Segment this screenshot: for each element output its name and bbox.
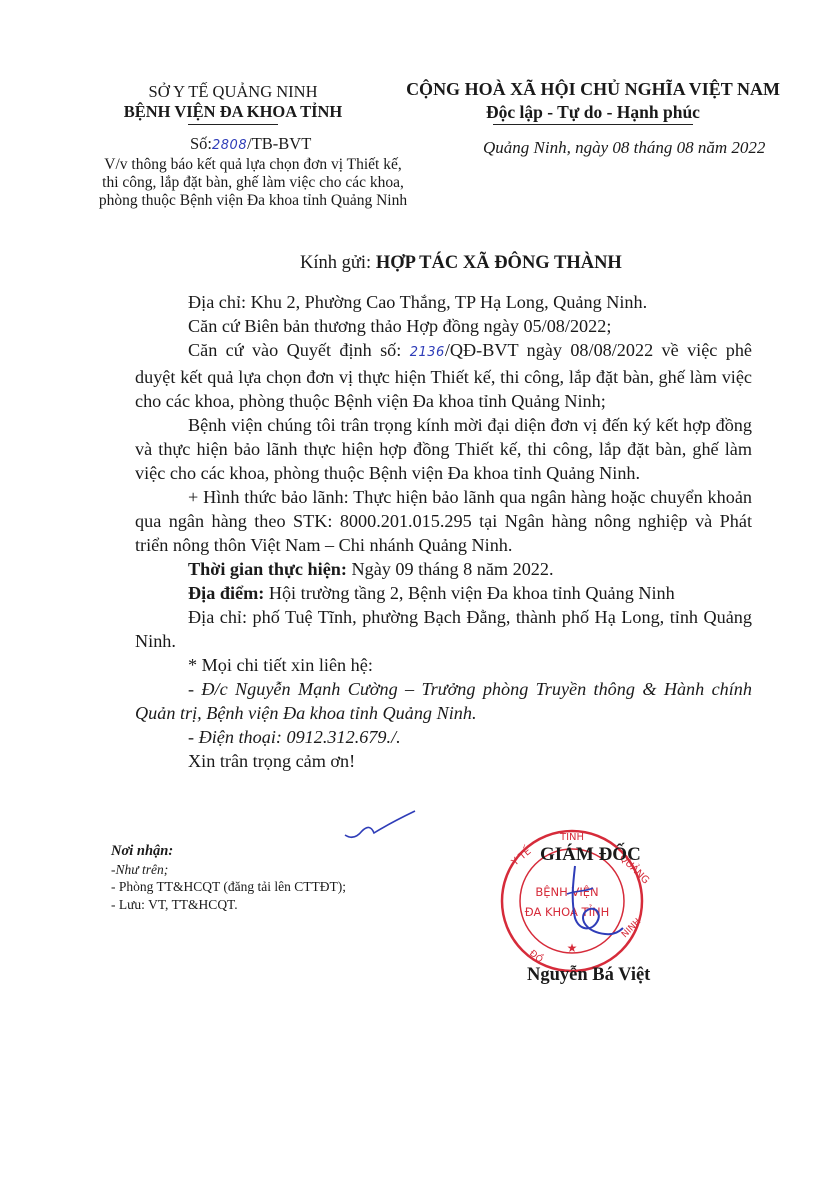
venue-address: Địa chỉ: phố Tuệ Tĩnh, phường Bạch Đằng, thành phố Hạ Long, tỉnh Quảng Ninh. (135, 607, 752, 651)
recipient-item: - Phòng TT&HCQT (đăng tải lên CTTĐT); (111, 879, 346, 894)
basis-2-prefix: Căn cứ vào Quyết định số: (188, 340, 402, 360)
recipient-name: HỢP TÁC XÃ ĐÔNG THÀNH (375, 253, 622, 273)
svg-text:NINH: NINH (620, 916, 644, 941)
basis-1: Căn cứ Biên bản thương thảo Hợp đồng ngày 05/08/2022; (188, 316, 612, 336)
recipient-item: - Lưu: VT, TT&HCQT. (111, 896, 238, 912)
recipient-item: -Như trên; (111, 861, 169, 877)
doc-no-suffix: /TB-BVT (247, 134, 312, 153)
motto-underline (493, 124, 693, 125)
svg-text:Y TẾ: Y TẾ (509, 845, 534, 869)
letter-body (135, 290, 752, 773)
venue-value: Hội trường tầng 2, Bệnh viện Đa khoa tỉnh Quảng Ninh (264, 583, 675, 603)
svg-text:QUẢNG: QUẢNG (616, 852, 652, 887)
svg-text:★: ★ (566, 941, 578, 955)
venue-label: Địa điểm: (188, 583, 265, 603)
agency-underline (188, 124, 278, 125)
hospital-name: BỆNH VIỆN ĐA KHOA TỈNH (123, 102, 343, 121)
national-header (393, 78, 793, 125)
doc-no-handwritten: 2808 (212, 138, 248, 153)
invitation-paragraph: Bệnh viện chúng tôi trân trọng kính mời đại diện đơn vị đến ký kết hợp đồng và thực hiện bảo lãnh thực hiện hợp đồng Thiết kế, thi công, lắp đặt bàn, ghế làm việc cho các khoa, phòng thuộc Bệnh viện Đa khoa tỉnh Quảng Ninh. (135, 415, 752, 483)
thanks-line: Xin trân trọng cảm ơn! (188, 751, 356, 771)
national-motto: Độc lập - Tự do - Hạnh phúc (486, 102, 700, 122)
basis-2-text: /QĐ-BVT ngày 08/08/2022 về việc phê duyệt kết quả lựa chọn đơn vị thực hiện Thiết kế, thi công, lắp đặt bàn, ghế làm việc cho các khoa, phòng thuộc Bệnh viện Đa khoa tỉnh Quảng Ninh; (135, 340, 753, 411)
agency-header (108, 82, 358, 125)
recipients-heading: Nơi nhận: (111, 843, 174, 859)
doc-no-prefix: Số: (190, 134, 213, 153)
nation-name: CỘNG HOÀ XÃ HỘI CHỦ NGHĨA VIỆT NAM (406, 79, 780, 99)
decision-no-handwritten: 2136 (409, 345, 445, 360)
svg-text:ĐỒ: ĐỒ (527, 948, 545, 966)
document-subject: V/v thông báo kết quả lựa chọn đơn vị Thiết kế, thi công, lắp đặt bàn, ghế làm việc cho các khoa, phòng thuộc Bệnh viện Đa khoa tỉnh Quảng Ninh (98, 156, 408, 209)
issue-date: Quảng Ninh, ngày 08 tháng 08 năm 2022 (483, 138, 766, 157)
basis-2 (135, 338, 752, 413)
recipient-prefix: Kính gửi: (300, 253, 372, 273)
contact-phone: - Điện thoại: 0912.312.679./. (188, 727, 401, 747)
seal-line-1: BỆNH VIỆN (535, 885, 599, 899)
signer-title: GIÁM ĐỐC (540, 844, 641, 865)
time-value: Ngày 09 tháng 8 năm 2022. (346, 559, 554, 579)
contact-person: - Đ/c Nguyễn Mạnh Cường – Trưởng phòng Truyền thông & Hành chính Quản trị, Bệnh viện Đa khoa tỉnh Quảng Ninh. (135, 679, 752, 723)
recipients-list (111, 843, 346, 913)
signer-name: Nguyễn Bá Việt (527, 965, 651, 985)
contact-intro: * Mọi chi tiết xin liên hệ: (188, 655, 373, 675)
handwritten-signature (553, 860, 625, 942)
time-line (135, 557, 752, 581)
seal-line-2: ĐA KHOA TỈNH (524, 905, 610, 919)
recipient-address: Địa chỉ: Khu 2, Phường Cao Thắng, TP Hạ Long, Quảng Ninh. (188, 292, 648, 312)
seal-top-text: TỈNH (559, 832, 585, 843)
time-label: Thời gian thực hiện: (188, 559, 347, 579)
venue-line (135, 581, 752, 605)
handwritten-tick-mark (340, 805, 420, 845)
recipient-line (300, 253, 622, 274)
guarantee-paragraph: + Hình thức bảo lãnh: Thực hiện bảo lãnh qua ngân hàng hoặc chuyển khoản qua ngân hàng theo STK: 8000.201.015.295 tại Ngân hàng nông nghiệp và Phát triển nông thôn Việt Nam – Chi nhánh Quảng Ninh. (135, 487, 752, 555)
document-number (190, 134, 311, 154)
agency-name: SỞ Y TẾ QUẢNG NINH (148, 82, 318, 101)
